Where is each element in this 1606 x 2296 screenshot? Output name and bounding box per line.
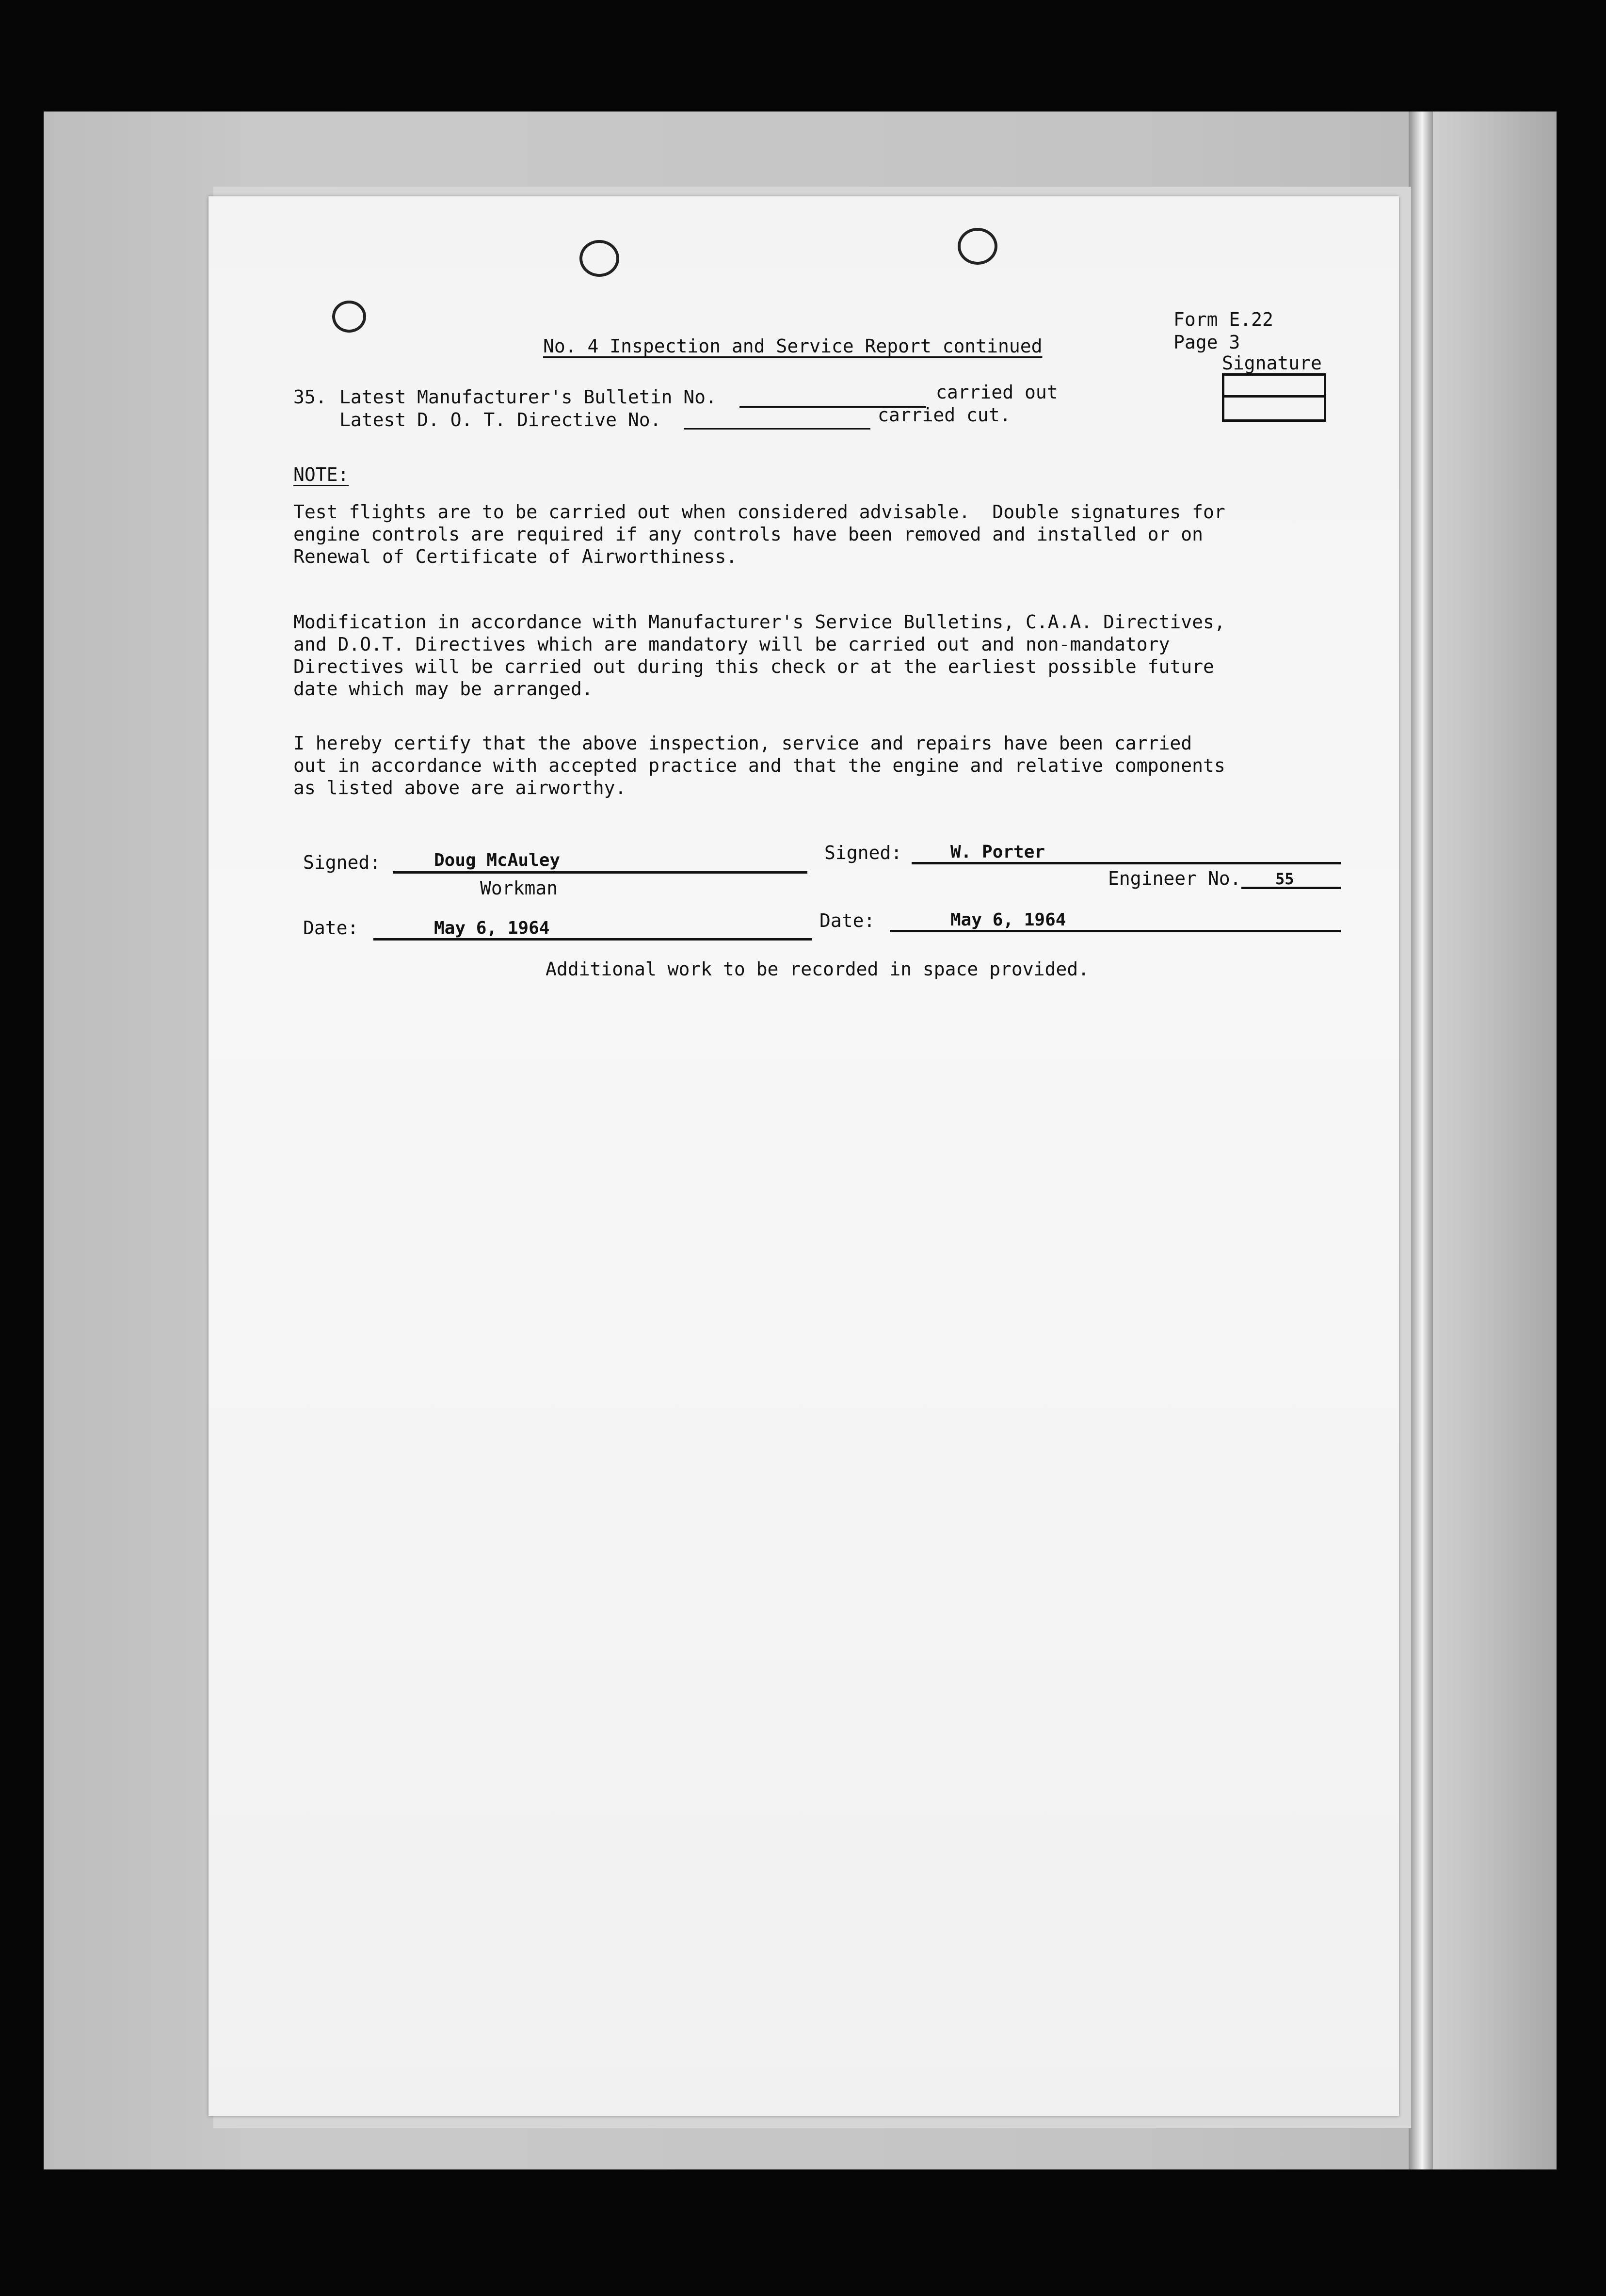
punch-hole-icon (958, 228, 997, 265)
engineer-signature: W. Porter (950, 842, 1045, 862)
workman-date-line (373, 938, 812, 941)
signature-box (1222, 373, 1326, 422)
workman-title: Workman (480, 877, 558, 899)
workman-signature: Doug McAuley (434, 850, 561, 870)
page-number: Page 3 (1173, 332, 1240, 353)
certification-statement: I hereby certify that the above inspection, service and repairs have been carried out in accordance with accepted practice and that the engine and relative components as listed above are airworthy. (293, 733, 1225, 798)
form-page (209, 196, 1399, 2116)
signature-header: Signature (1222, 352, 1322, 374)
punch-hole-icon (332, 301, 366, 333)
workman-signed-label: Signed: (303, 852, 381, 873)
note-paragraph-1: Test flights are to be carried out when considered advisable. Double signatures for engine controls are required if any controls have been removed and installed or on Renewal of Certificate of Airworthiness. (293, 501, 1225, 567)
binding-strip (1409, 112, 1433, 2169)
engineer-signed-label: Signed: (824, 842, 902, 863)
workman-date-label: Date: (303, 917, 359, 939)
workman-date: May 6, 1964 (434, 918, 550, 938)
form-title: No. 4 Inspection and Service Report continued (543, 335, 1043, 357)
directive-suffix: carried cut. (878, 404, 1011, 426)
engineer-number-label: Engineer No. (1108, 868, 1241, 889)
additional-work-note: Additional work to be recorded in space provided. (546, 958, 1090, 980)
workman-signature-line (393, 871, 807, 874)
bulletin-label: Latest Manufacturer's Bulletin No. (339, 386, 717, 408)
folder-edge (1433, 112, 1557, 2169)
directive-label: Latest D. O. T. Directive No. (339, 409, 661, 430)
item-number: 35. (293, 386, 327, 408)
directive-blank-line (684, 428, 870, 430)
note-heading: NOTE: (293, 464, 349, 485)
form-number: Form E.22 (1173, 309, 1273, 330)
engineer-signature-line (912, 862, 1341, 864)
note-paragraph-2: Modification in accordance with Manufacturer's Service Bulletins, C.A.A. Directives, and D.O.T. Directives which are mandatory will be carried out and non-mandatory Directives will be carried out during this check or at the earliest possible future date which may be arranged. (293, 611, 1225, 700)
engineer-number: 55 (1275, 870, 1294, 888)
engineer-date-label: Date: (819, 910, 875, 931)
engineer-date: May 6, 1964 (950, 910, 1066, 930)
engineer-date-line (890, 930, 1341, 932)
punch-hole-icon (579, 240, 619, 277)
bulletin-suffix: carried out (936, 382, 1058, 403)
